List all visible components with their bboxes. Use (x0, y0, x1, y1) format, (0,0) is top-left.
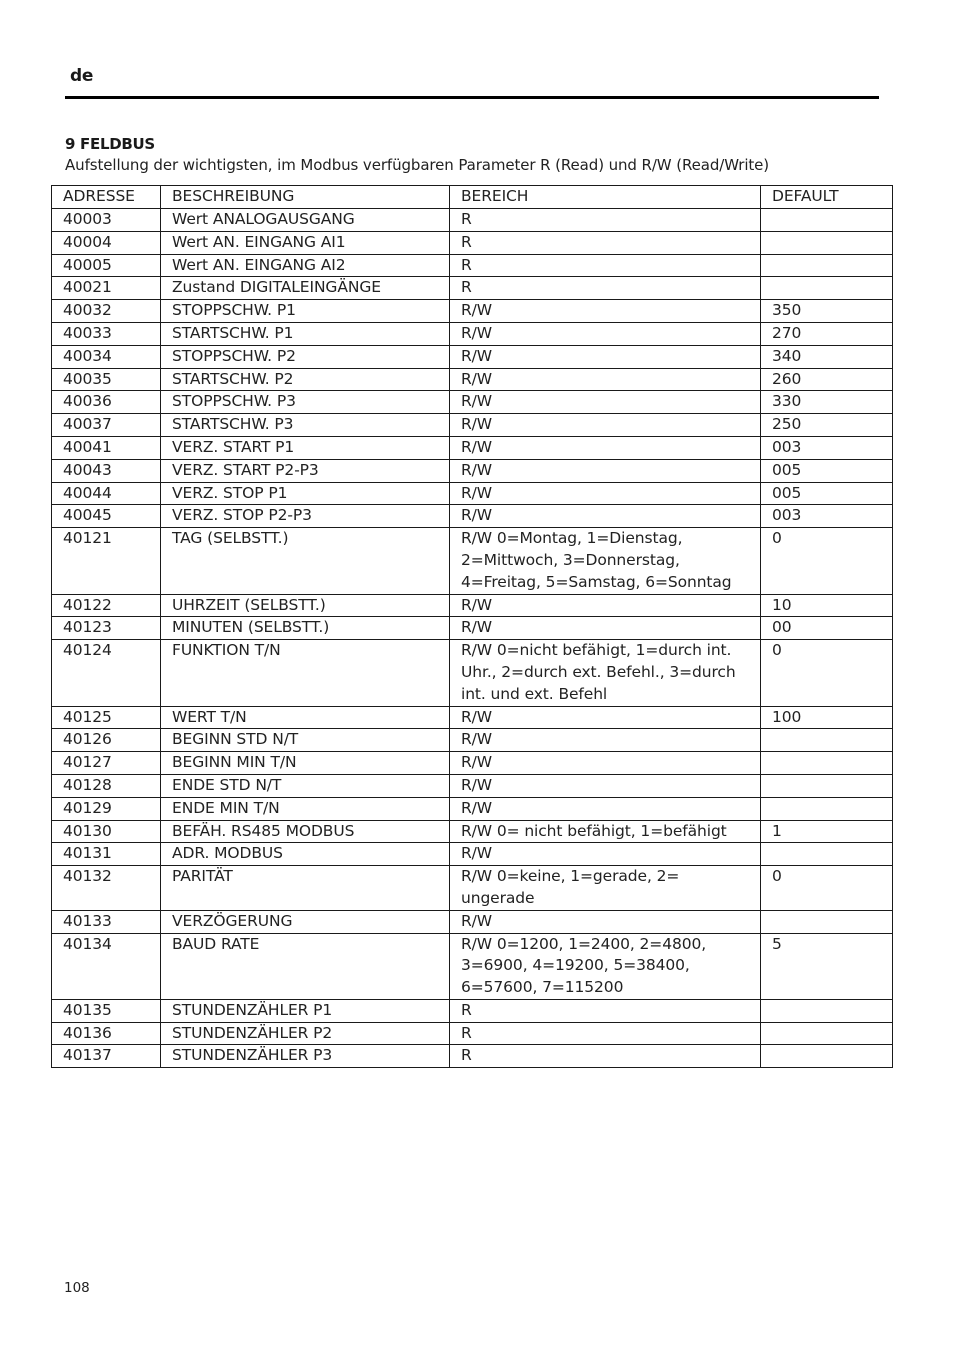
cell-description: STUNDENZÄHLER P2 (161, 1022, 450, 1045)
cell-default (761, 231, 893, 254)
table-row (52, 1022, 893, 1045)
cell-range: R (450, 231, 761, 254)
cell-address: 40134 (52, 933, 161, 999)
cell-address: 40041 (52, 436, 161, 459)
table-row (52, 797, 893, 820)
cell-default (761, 729, 893, 752)
cell-range: R (450, 1022, 761, 1045)
cell-default (761, 910, 893, 933)
cell-description: VERZ. STOP P2-P3 (161, 505, 450, 528)
cell-address: 40131 (52, 843, 161, 866)
table-row (52, 774, 893, 797)
cell-address: 40123 (52, 617, 161, 640)
cell-description: Zustand DIGITALEINGÄNGE (161, 277, 450, 300)
cell-address: 40003 (52, 209, 161, 232)
table-body (52, 209, 893, 1068)
cell-range: R/W (450, 436, 761, 459)
table-header-row (52, 186, 893, 209)
cell-range: R/W 0=keine, 1=gerade, 2= ungerade (450, 866, 761, 911)
cell-description: BAUD RATE (161, 933, 450, 999)
cell-range: R/W (450, 322, 761, 345)
cell-default (761, 1022, 893, 1045)
section-intro: Aufstellung der wichtigsten, im Modbus verfügbaren Parameter R (Read) und R/W (Read/Write) (65, 156, 770, 174)
cell-range: R/W (450, 459, 761, 482)
cell-default: 0 (761, 866, 893, 911)
cell-address: 40005 (52, 254, 161, 277)
cell-range: R/W (450, 482, 761, 505)
table-row (52, 933, 893, 999)
cell-default: 270 (761, 322, 893, 345)
cell-default (761, 999, 893, 1022)
cell-default: 005 (761, 459, 893, 482)
cell-default (761, 752, 893, 775)
cell-description: BEGINN MIN T/N (161, 752, 450, 775)
page-number: 108 (64, 1280, 90, 1296)
table-row (52, 322, 893, 345)
cell-default: 00 (761, 617, 893, 640)
cell-description: VERZÖGERUNG (161, 910, 450, 933)
cell-address: 40125 (52, 706, 161, 729)
table-row (52, 436, 893, 459)
cell-default (761, 797, 893, 820)
table-row (52, 594, 893, 617)
table-row (52, 617, 893, 640)
cell-range: R (450, 209, 761, 232)
cell-description: VERZ. START P2-P3 (161, 459, 450, 482)
cell-description: STUNDENZÄHLER P3 (161, 1045, 450, 1068)
cell-address: 40036 (52, 391, 161, 414)
cell-description: BEGINN STD N/T (161, 729, 450, 752)
cell-description: VERZ. STOP P1 (161, 482, 450, 505)
cell-range: R (450, 254, 761, 277)
cell-description: BEFÄH. RS485 MODBUS (161, 820, 450, 843)
cell-address: 40126 (52, 729, 161, 752)
cell-default (761, 1045, 893, 1068)
cell-range: R/W (450, 414, 761, 437)
cell-address: 40133 (52, 910, 161, 933)
cell-address: 40130 (52, 820, 161, 843)
cell-range: R/W (450, 391, 761, 414)
cell-default: 5 (761, 933, 893, 999)
table-row (52, 706, 893, 729)
table-row (52, 910, 893, 933)
cell-default: 100 (761, 706, 893, 729)
cell-address: 40043 (52, 459, 161, 482)
cell-range: R (450, 999, 761, 1022)
cell-description: ADR. MODBUS (161, 843, 450, 866)
cell-description: STUNDENZÄHLER P1 (161, 999, 450, 1022)
cell-default: 350 (761, 300, 893, 323)
table-row (52, 866, 893, 911)
cell-range: R (450, 277, 761, 300)
cell-range: R/W (450, 300, 761, 323)
cell-default: 003 (761, 505, 893, 528)
cell-range: R/W 0=nicht befähigt, 1=durch int. Uhr., 2=durch ext. Befehl., 3=durch int. und ext. Befehl (450, 640, 761, 706)
column-header-range: BEREICH (450, 186, 761, 209)
table-row (52, 999, 893, 1022)
cell-range: R/W (450, 774, 761, 797)
cell-range: R/W (450, 617, 761, 640)
table-row (52, 231, 893, 254)
cell-range: R/W (450, 505, 761, 528)
table-row (52, 391, 893, 414)
cell-address: 40035 (52, 368, 161, 391)
cell-description: STARTSCHW. P1 (161, 322, 450, 345)
cell-range: R/W 0=1200, 1=2400, 2=4800, 3=6900, 4=19200, 5=38400, 6=57600, 7=115200 (450, 933, 761, 999)
cell-address: 40034 (52, 345, 161, 368)
table-row (52, 277, 893, 300)
cell-default (761, 843, 893, 866)
column-header-description: BESCHREIBUNG (161, 186, 450, 209)
cell-default (761, 209, 893, 232)
table-row (52, 843, 893, 866)
parameter-table (51, 185, 893, 1068)
cell-address: 40127 (52, 752, 161, 775)
cell-description: PARITÄT (161, 866, 450, 911)
table-row (52, 729, 893, 752)
cell-description: STOPPSCHW. P2 (161, 345, 450, 368)
cell-range: R (450, 1045, 761, 1068)
cell-description: STOPPSCHW. P1 (161, 300, 450, 323)
cell-description: STARTSCHW. P2 (161, 368, 450, 391)
cell-range: R/W (450, 910, 761, 933)
cell-description: STOPPSCHW. P3 (161, 391, 450, 414)
cell-range: R/W (450, 706, 761, 729)
cell-range: R/W (450, 843, 761, 866)
cell-default (761, 277, 893, 300)
table-row (52, 254, 893, 277)
table-row (52, 505, 893, 528)
cell-range: R/W 0= nicht befähigt, 1=befähigt (450, 820, 761, 843)
cell-default: 003 (761, 436, 893, 459)
table-row (52, 752, 893, 775)
column-header-default: DEFAULT (761, 186, 893, 209)
cell-default: 260 (761, 368, 893, 391)
table-row (52, 345, 893, 368)
cell-default: 0 (761, 528, 893, 594)
cell-address: 40137 (52, 1045, 161, 1068)
cell-range: R/W (450, 729, 761, 752)
cell-default (761, 774, 893, 797)
cell-default: 005 (761, 482, 893, 505)
cell-address: 40135 (52, 999, 161, 1022)
cell-address: 40132 (52, 866, 161, 911)
table-row (52, 820, 893, 843)
table-row (52, 300, 893, 323)
cell-description: TAG (SELBSTT.) (161, 528, 450, 594)
table-row (52, 414, 893, 437)
cell-description: Wert AN. EINGANG AI2 (161, 254, 450, 277)
cell-description: WERT T/N (161, 706, 450, 729)
cell-description: VERZ. START P1 (161, 436, 450, 459)
cell-description: Wert AN. EINGANG AI1 (161, 231, 450, 254)
cell-description: FUNKTION T/N (161, 640, 450, 706)
cell-range: R/W 0=Montag, 1=Dienstag, 2=Mittwoch, 3=Donnerstag, 4=Freitag, 5=Samstag, 6=Sonntag (450, 528, 761, 594)
cell-address: 40044 (52, 482, 161, 505)
cell-address: 40124 (52, 640, 161, 706)
cell-default: 340 (761, 345, 893, 368)
table-row (52, 482, 893, 505)
cell-address: 40004 (52, 231, 161, 254)
table-row (52, 459, 893, 482)
header-rule (65, 96, 879, 99)
cell-default: 330 (761, 391, 893, 414)
cell-address: 40129 (52, 797, 161, 820)
table-row (52, 640, 893, 706)
cell-range: R/W (450, 368, 761, 391)
column-header-address: ADRESSE (52, 186, 161, 209)
cell-default (761, 254, 893, 277)
table-row (52, 368, 893, 391)
cell-description: ENDE STD N/T (161, 774, 450, 797)
cell-address: 40045 (52, 505, 161, 528)
cell-range: R/W (450, 752, 761, 775)
cell-default: 10 (761, 594, 893, 617)
cell-address: 40128 (52, 774, 161, 797)
cell-description: STARTSCHW. P3 (161, 414, 450, 437)
cell-default: 1 (761, 820, 893, 843)
cell-range: R/W (450, 345, 761, 368)
cell-address: 40121 (52, 528, 161, 594)
cell-description: Wert ANALOGAUSGANG (161, 209, 450, 232)
cell-address: 40033 (52, 322, 161, 345)
cell-description: MINUTEN (SELBSTT.) (161, 617, 450, 640)
cell-address: 40021 (52, 277, 161, 300)
cell-address: 40122 (52, 594, 161, 617)
cell-address: 40032 (52, 300, 161, 323)
cell-default: 250 (761, 414, 893, 437)
section-title: 9 FELDBUS (65, 135, 155, 153)
cell-address: 40037 (52, 414, 161, 437)
table-row (52, 528, 893, 594)
language-label: de (70, 66, 94, 86)
cell-description: UHRZEIT (SELBSTT.) (161, 594, 450, 617)
cell-description: ENDE MIN T/N (161, 797, 450, 820)
table-row (52, 1045, 893, 1068)
cell-range: R/W (450, 797, 761, 820)
cell-default: 0 (761, 640, 893, 706)
cell-range: R/W (450, 594, 761, 617)
cell-address: 40136 (52, 1022, 161, 1045)
table-row (52, 209, 893, 232)
